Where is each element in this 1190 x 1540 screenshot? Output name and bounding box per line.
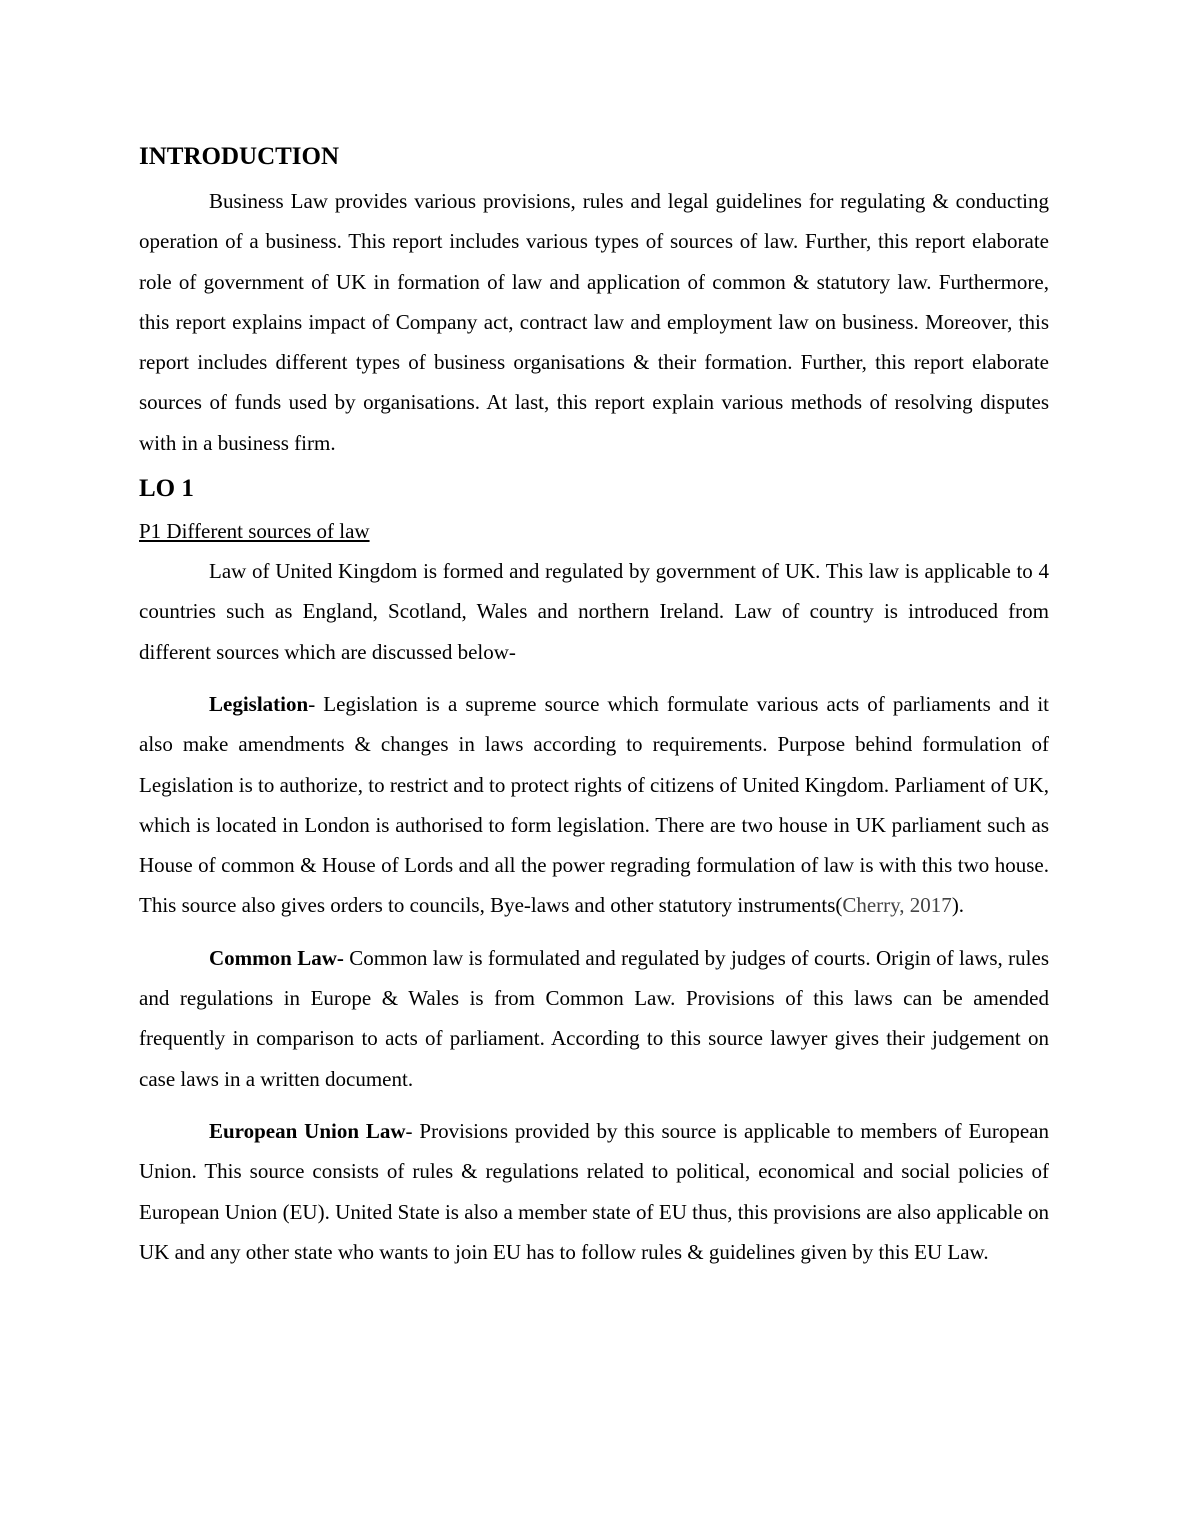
legislation-closing: ). <box>951 893 965 918</box>
eu-law-paragraph <box>139 1111 1049 1272</box>
common-law-term: Common Law- <box>209 945 344 970</box>
common-law-text: Common law is formulated and regulated by judges of courts. Origin of laws, rules and regulations in Europe & Wales is from Common Law. Provisions of this laws can be amended frequently in comparison to acts of parliament. According to this source lawyer gives their judgement on case laws in a written document. <box>139 945 1049 1091</box>
legislation-term: Legislation <box>209 691 309 716</box>
introduction-heading: INTRODUCTION <box>139 143 340 170</box>
legislation-citation: Cherry, 2017 <box>842 893 952 918</box>
legislation-text: - Legislation is a supreme source which formulate various acts of parliaments and it also make amendments & changes in laws according to requirements. Purpose behind formulation of Legislation is to authorize, to restrict and to protect rights of citizens of United Kingdom. Parliament of UK, which is located in London is authorised to form legislation. There are two house in UK parliament such as House of common & House of Lords and all the power regrading formulation of law is with this two house. This source also gives orders to councils, Bye-laws and other statutory instruments( <box>139 691 1049 918</box>
p1-subheading: P1 Different sources of law <box>139 519 370 544</box>
document-page <box>139 141 1049 1272</box>
legislation-paragraph <box>139 684 1049 926</box>
lo1-intro-paragraph: Law of United Kingdom is formed and regulated by government of UK. This law is applicable to 4 countries such as England, Scotland, Wales and northern Ireland. Law of country is introduced from different sources which are discussed below- <box>139 559 1049 664</box>
eu-law-term: European Union Law <box>209 1118 406 1143</box>
lo1-heading: LO 1 <box>139 475 194 503</box>
introduction-paragraph: Business Law provides various provisions, rules and legal guidelines for regulating & conducting operation of a business. This report includes various types of sources of law. Further, this report elaborate role of government of UK in formation of law and application of common & statutory law. Furthermore, this report explains impact of Company act, contract law and employment law on business. Moreover, this report includes different types of business organisations & their formation. Further, this report elaborate sources of funds used by organisations. At last, this report explain various methods of resolving disputes with in a business firm. <box>139 189 1049 455</box>
eu-law-text: - Provisions provided by this source is applicable to members of European Union. This source consists of rules & regulations related to political, economical and social policies of European Union (EU). United State is also a member state of EU thus, this provisions are also applicable on UK and any other state who wants to join EU has to follow rules & guidelines given by this EU Law. <box>139 1118 1049 1264</box>
common-law-paragraph <box>139 938 1049 1099</box>
